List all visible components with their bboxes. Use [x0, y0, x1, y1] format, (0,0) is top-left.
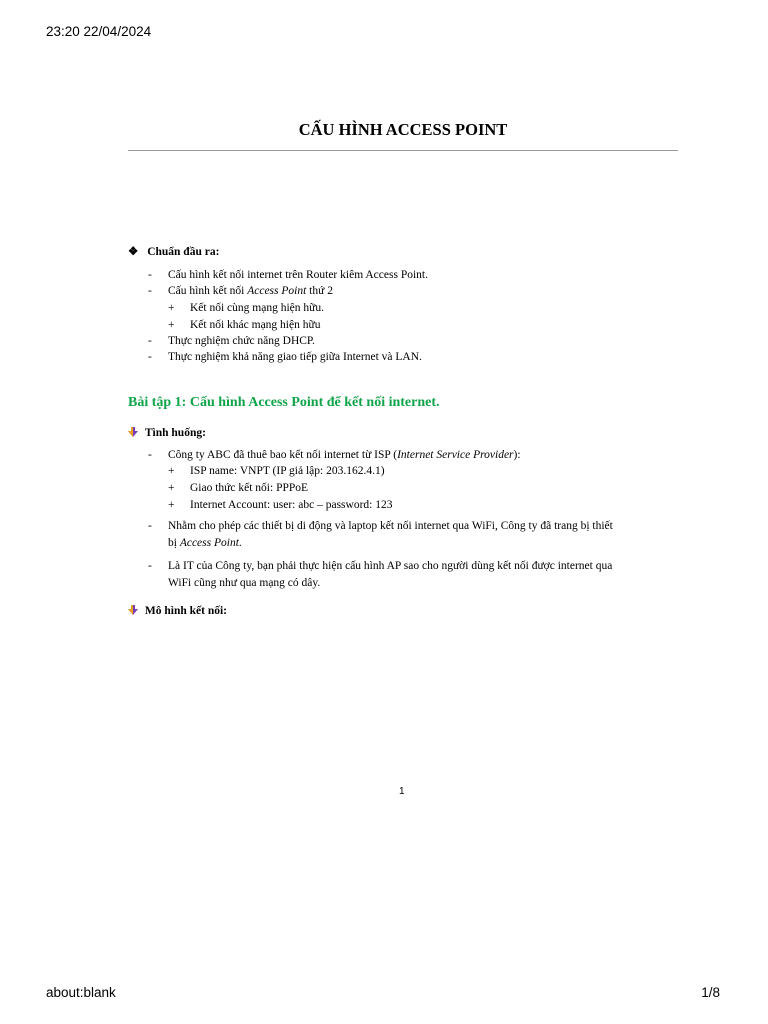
outcome-item-3: Thực nghiệm chức năng DHCP.	[168, 335, 315, 347]
dash-bullet: -	[148, 285, 152, 297]
connection-protocol: Giao thức kết nối: PPPoE	[190, 482, 309, 494]
exercise-heading: Bài tập 1: Cấu hình Access Point để kết nối internet.	[128, 395, 440, 410]
plus-bullet: +	[168, 319, 175, 331]
outcome-item-1: Cấu hình kết nối internet trên Router kiêm Access Point.	[168, 269, 428, 281]
plus-bullet: +	[168, 465, 175, 477]
dash-bullet: -	[148, 449, 152, 461]
print-timestamp: 23:20 22/04/2024	[46, 24, 152, 39]
arrow-bullet-icon	[128, 605, 138, 615]
outcome-subitem-1: Kết nối cùng mạng hiện hữu.	[190, 302, 324, 314]
plus-bullet: +	[168, 302, 175, 314]
situation-paragraph-2-line-2: bị Access Point.	[168, 537, 242, 549]
plus-bullet: +	[168, 499, 175, 511]
arrow-bullet-icon	[128, 427, 138, 437]
page-url: about:blank	[46, 985, 116, 1000]
title-divider	[128, 150, 678, 151]
outcome-item-4: Thực nghiệm khả năng giao tiếp giữa Internet và LAN.	[168, 351, 422, 363]
dash-bullet: -	[148, 520, 152, 532]
diamond-bullet-icon: ❖	[128, 246, 139, 258]
outcomes-heading-row	[128, 244, 219, 260]
page-number: 1	[399, 786, 405, 797]
outcome-subitem-2: Kết nối khác mạng hiện hữu	[190, 319, 321, 331]
dash-bullet: -	[148, 269, 152, 281]
page-counter: 1/8	[701, 985, 720, 1000]
dash-bullet: -	[148, 335, 152, 347]
dash-bullet: -	[148, 351, 152, 363]
model-heading-row	[128, 603, 227, 619]
outcome-item-2: Cấu hình kết nối Access Point thứ 2	[168, 285, 333, 297]
model-heading: Mô hình kết nối:	[144, 605, 227, 617]
situation-paragraph-3-line-1: Là IT của Công ty, bạn phải thực hiện cấu hình AP sao cho người dùng kết nối được internet qua	[168, 560, 613, 572]
page-title: CẤU HÌNH ACCESS POINT	[298, 120, 508, 139]
situation-heading-row	[128, 425, 206, 441]
internet-account: Internet Account: user: abc – password: 123	[190, 499, 393, 511]
situation-paragraph-2-line-1: Nhằm cho phép các thiết bị di động và laptop kết nối internet qua WiFi, Công ty đã trang bị thiết	[168, 520, 613, 532]
isp-name: ISP name: VNPT (IP giả lập: 203.162.4.1)	[190, 465, 385, 477]
situation-paragraph-3-line-2: WiFi cũng như qua mạng có dây.	[168, 577, 321, 589]
situation-paragraph-1: Công ty ABC đã thuê bao kết nối internet từ ISP (Internet Service Provider):	[168, 449, 521, 461]
situation-heading: Tình huống:	[144, 427, 206, 439]
outcomes-heading: Chuẩn đầu ra:	[147, 246, 220, 258]
plus-bullet: +	[168, 482, 175, 494]
dash-bullet: -	[148, 560, 152, 572]
